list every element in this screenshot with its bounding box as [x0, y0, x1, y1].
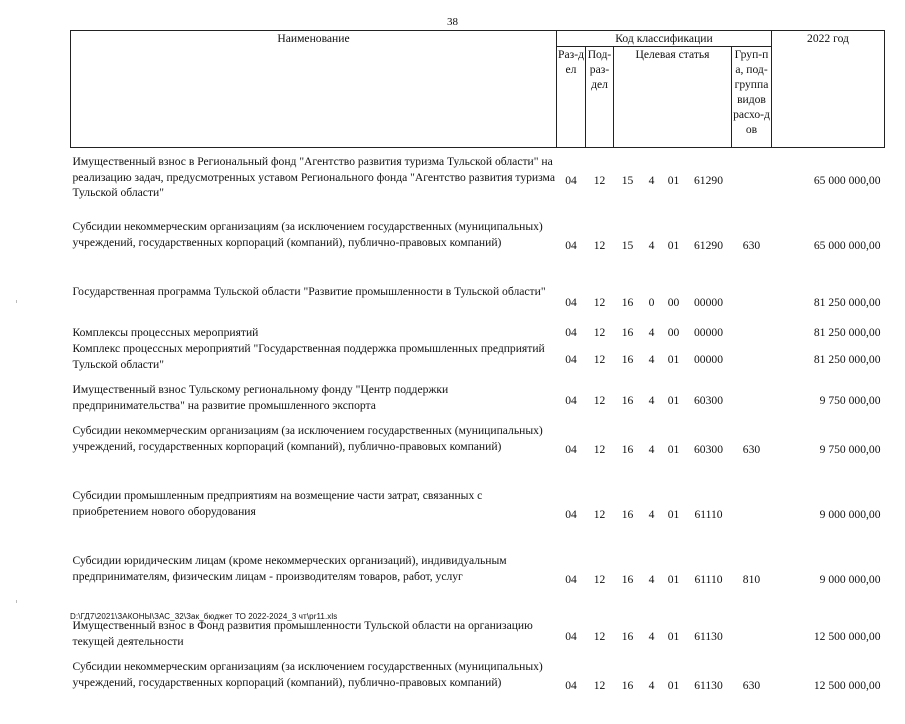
table-row — [71, 659, 885, 724]
row-name: Субсидии юридическим лицам (кроме некоммерческих организаций), индивидуальным предпринимателям, физическим лицам - производителям товаров, работ, услуг — [71, 553, 557, 618]
row-target-direction: 00000 — [686, 325, 732, 341]
row-subsection: 12 — [586, 154, 614, 219]
row-target-direction: 61290 — [686, 219, 732, 284]
header-section: Раз-дел — [557, 47, 586, 148]
row-target-program: 15 — [614, 154, 642, 219]
row-subsection: 12 — [586, 382, 614, 423]
row-amount: 65 000 000,00 — [772, 219, 885, 284]
row-target-type: 4 — [642, 488, 662, 553]
row-expense-group — [732, 341, 772, 382]
row-section: 04 — [557, 382, 586, 423]
row-target-complex: 01 — [662, 618, 686, 659]
row-target-program: 16 — [614, 659, 642, 724]
row-amount: 9 000 000,00 — [772, 488, 885, 553]
row-expense-group — [732, 154, 772, 219]
row-target-direction: 61110 — [686, 553, 732, 618]
row-target-type: 4 — [642, 341, 662, 382]
row-target-type: 4 — [642, 553, 662, 618]
row-amount: 9 750 000,00 — [772, 423, 885, 488]
row-name: Субсидии некоммерческим организациям (за исключением государственных (муниципальных) учреждений, государственных корпораций (компаний), публично-правовых компаний) — [71, 659, 557, 724]
row-target-type: 0 — [642, 284, 662, 325]
row-target-direction: 61290 — [686, 154, 732, 219]
row-target-complex: 00 — [662, 325, 686, 341]
row-amount: 81 250 000,00 — [772, 325, 885, 341]
row-subsection: 12 — [586, 423, 614, 488]
row-target-direction: 60300 — [686, 382, 732, 423]
table-row — [71, 382, 885, 423]
row-expense-group — [732, 618, 772, 659]
row-target-complex: 01 — [662, 382, 686, 423]
footer-file-path: D:\ГД7\2021\ЗАКОНЫ\ЗАС_32\Зак_бюджет ТО 2022-2024_3 чт\pr11.xls — [70, 612, 337, 621]
row-target-complex: 01 — [662, 423, 686, 488]
table-row — [71, 618, 885, 659]
row-target-type: 4 — [642, 382, 662, 423]
row-name: Имущественный взнос в Региональный фонд "Агентство развития туризма Тульской области" на реализацию задач, предусмотренных уставом Регионального фонда "Агентство развития туризма Тульской области" — [71, 154, 557, 219]
row-section: 04 — [557, 618, 586, 659]
row-target-program: 16 — [614, 284, 642, 325]
page-number: 38 — [0, 16, 905, 28]
row-target-type: 4 — [642, 618, 662, 659]
row-target-program: 16 — [614, 341, 642, 382]
row-target-program: 16 — [614, 618, 642, 659]
row-expense-group: 630 — [732, 219, 772, 284]
row-amount: 12 500 000,00 — [772, 659, 885, 724]
row-amount: 9 000 000,00 — [772, 553, 885, 618]
row-subsection: 12 — [586, 219, 614, 284]
table-header — [71, 31, 885, 148]
row-target-program: 15 — [614, 219, 642, 284]
header-group: Груп-па, под-группа видов расхо-дов — [732, 47, 772, 148]
row-expense-group: 810 — [732, 553, 772, 618]
row-target-program: 16 — [614, 325, 642, 341]
header-year: 2022 год — [772, 31, 885, 148]
scan-edge-mark — [16, 600, 17, 603]
row-target-program: 16 — [614, 382, 642, 423]
row-target-complex: 00 — [662, 284, 686, 325]
row-expense-group — [732, 284, 772, 325]
row-target-complex: 01 — [662, 154, 686, 219]
row-target-type: 4 — [642, 659, 662, 724]
row-amount: 65 000 000,00 — [772, 154, 885, 219]
row-name: Комплекс процессных мероприятий "Государственная поддержка промышленных предприятий Тульской области" — [71, 341, 557, 382]
row-expense-group: 630 — [732, 659, 772, 724]
table-row — [71, 553, 885, 618]
row-section: 04 — [557, 325, 586, 341]
table-row — [71, 325, 885, 341]
row-name: Имущественный взнос Тульскому региональному фонду "Центр поддержки предпринимательства" на развитие промышленного экспорта — [71, 382, 557, 423]
table-row — [71, 284, 885, 325]
row-amount: 12 500 000,00 — [772, 618, 885, 659]
row-subsection: 12 — [586, 488, 614, 553]
row-section: 04 — [557, 659, 586, 724]
row-target-type: 4 — [642, 325, 662, 341]
row-target-program: 16 — [614, 488, 642, 553]
row-target-direction: 61130 — [686, 659, 732, 724]
row-expense-group — [732, 488, 772, 553]
row-target-complex: 01 — [662, 488, 686, 553]
row-subsection: 12 — [586, 341, 614, 382]
row-section: 04 — [557, 341, 586, 382]
row-section: 04 — [557, 219, 586, 284]
header-classification: Код классификации — [557, 31, 772, 47]
row-target-complex: 01 — [662, 219, 686, 284]
table-body — [71, 148, 885, 724]
row-section: 04 — [557, 423, 586, 488]
row-section: 04 — [557, 488, 586, 553]
header-name: Наименование — [71, 31, 557, 148]
row-section: 04 — [557, 284, 586, 325]
row-target-type: 4 — [642, 219, 662, 284]
row-expense-group — [732, 325, 772, 341]
table-row — [71, 341, 885, 382]
row-target-program: 16 — [614, 423, 642, 488]
row-target-complex: 01 — [662, 659, 686, 724]
row-subsection: 12 — [586, 325, 614, 341]
table-row — [71, 423, 885, 488]
row-target-direction: 00000 — [686, 341, 732, 382]
row-target-complex: 01 — [662, 341, 686, 382]
header-target: Целевая статья — [614, 47, 732, 148]
row-subsection: 12 — [586, 659, 614, 724]
row-name: Государственная программа Тульской области "Развитие промышленности в Тульской области" — [71, 284, 557, 325]
row-subsection: 12 — [586, 553, 614, 618]
row-amount: 81 250 000,00 — [772, 284, 885, 325]
scan-edge-mark — [16, 300, 17, 303]
row-target-complex: 01 — [662, 553, 686, 618]
row-expense-group — [732, 382, 772, 423]
row-target-type: 4 — [642, 423, 662, 488]
table-row — [71, 154, 885, 219]
row-target-direction: 61130 — [686, 618, 732, 659]
row-name: Субсидии промышленным предприятиям на возмещение части затрат, связанных с приобретением нового оборудования — [71, 488, 557, 553]
table-row — [71, 219, 885, 284]
row-target-type: 4 — [642, 154, 662, 219]
row-name: Субсидии некоммерческим организациям (за исключением государственных (муниципальных) учреждений, государственных корпораций (компаний), публично-правовых компаний) — [71, 423, 557, 488]
row-amount: 81 250 000,00 — [772, 341, 885, 382]
row-name: Комплексы процессных мероприятий — [71, 325, 557, 341]
row-target-direction: 00000 — [686, 284, 732, 325]
row-amount: 9 750 000,00 — [772, 382, 885, 423]
row-name: Субсидии некоммерческим организациям (за исключением государственных (муниципальных) учреждений, государственных корпораций (компаний), публично-правовых компаний) — [71, 219, 557, 284]
row-expense-group: 630 — [732, 423, 772, 488]
row-section: 04 — [557, 553, 586, 618]
table-row — [71, 488, 885, 553]
row-target-direction: 60300 — [686, 423, 732, 488]
row-subsection: 12 — [586, 618, 614, 659]
header-subsection: Под-раз-дел — [586, 47, 614, 148]
row-target-direction: 61110 — [686, 488, 732, 553]
row-section: 04 — [557, 154, 586, 219]
row-subsection: 12 — [586, 284, 614, 325]
row-name: Имущественный взнос в Фонд развития промышленности Тульской области на организацию текущей деятельности — [71, 618, 557, 659]
row-target-program: 16 — [614, 553, 642, 618]
